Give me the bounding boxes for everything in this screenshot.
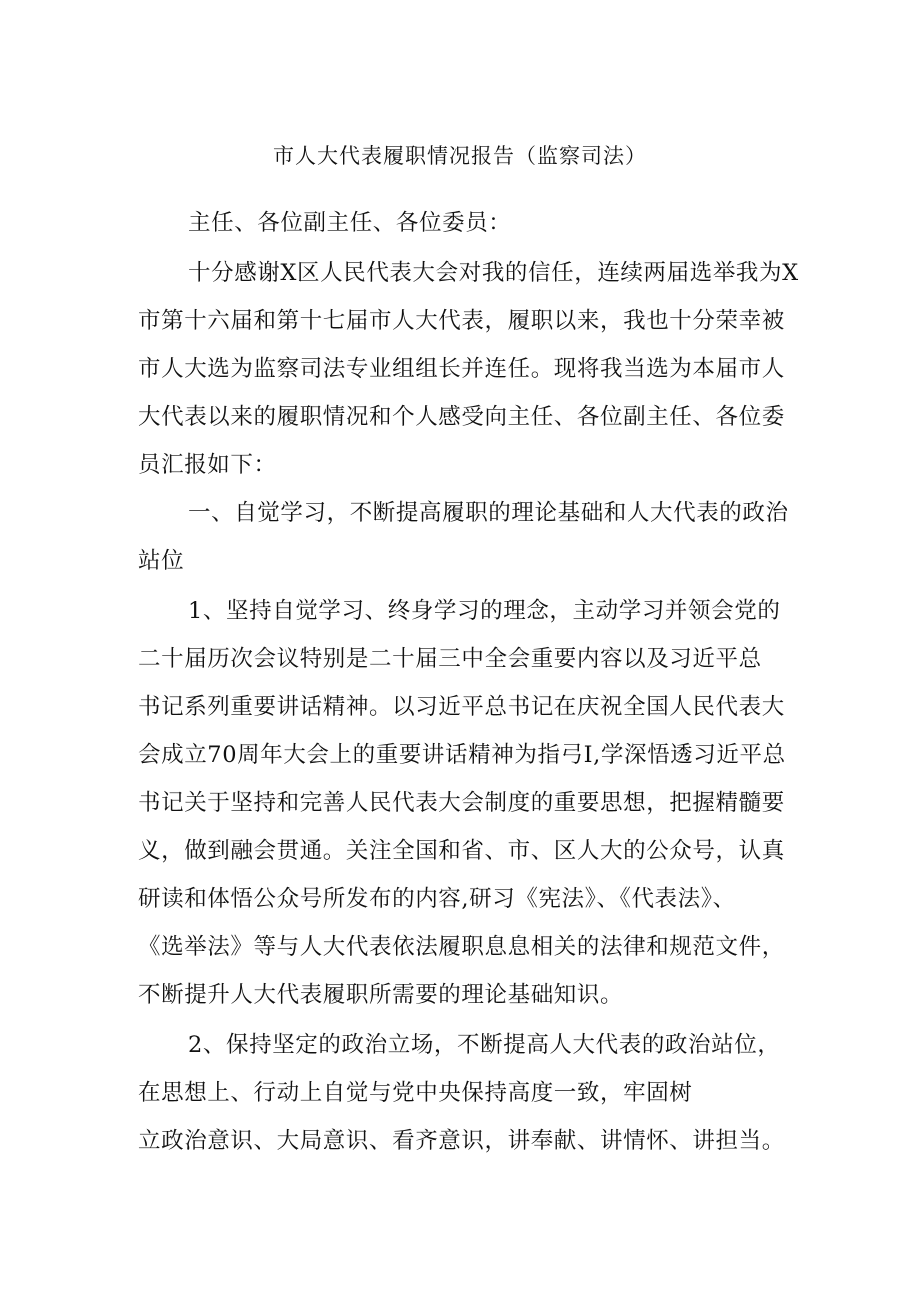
paragraph-line: 义，做到融会贯通。关注全国和省、市、区人大的公众号，认真 (138, 838, 785, 864)
section-heading-line: 站位 (138, 548, 185, 574)
paragraph-line: 2、保持坚定的政治立场，不断提高人大代表的政治站位， (188, 1032, 781, 1058)
salutation-line: 主任、各位副主任、各位委员： (188, 210, 512, 236)
paragraph-line: 书记关于坚持和完善人民代表大会制度的重要思想，把握精髓要 (138, 790, 785, 816)
paragraph-line: 《选举法》等与人大代表依法履职息息相关的法律和规范文件， (138, 934, 785, 960)
paragraph-line: 市人大选为监察司法专业组组长并连任。现将我当选为本届市人 (138, 356, 785, 382)
paragraph-line: 在思想上、行动上自觉与党中央保持高度一致，牢固树 (138, 1080, 693, 1106)
paragraph-line: 书记系列重要讲话精神。以习近平总书记在庆祝全国人民代表大 (138, 694, 785, 720)
paragraph-line: 大代表以来的履职情况和个人感受向主任、各位副主任、各位委 (138, 404, 785, 430)
paragraph-line: 研读和体悟公众号所发布的内容,研习《宪法》、《代表法》、 (138, 886, 736, 912)
paragraph-line: 会成立70周年大会上的重要讲话精神为指弓I,学深悟透习近平总 (138, 742, 786, 768)
paragraph-line: 1、坚持自觉学习、终身学习的理念，主动学习并领会党的 (188, 598, 781, 624)
paragraph-line: 员汇报如下： (138, 452, 277, 478)
paragraph-line: 十分感谢X区人民代表大会对我的信任，连续两届选举我为X (188, 260, 799, 286)
section-heading-line: 一、自觉学习，不断提高履职的理论基础和人大代表的政治 (188, 500, 789, 526)
paragraph-line: 市第十六届和第十七届市人大代表，履职以来，我也十分荣幸被 (138, 308, 785, 334)
paragraph-line: 不断提升人大代表履职所需要的理论基础知识。 (138, 982, 624, 1008)
document-title: 市人大代表履职情况报告（监察司法） (273, 144, 647, 168)
paragraph-line: 立政治意识、大局意识、看齐意识，讲奉献、讲情怀、讲担当。 (138, 1128, 785, 1154)
paragraph-line: 二十届历次会议特别是二十届三中全会重要内容以及习近平总 (138, 646, 762, 672)
